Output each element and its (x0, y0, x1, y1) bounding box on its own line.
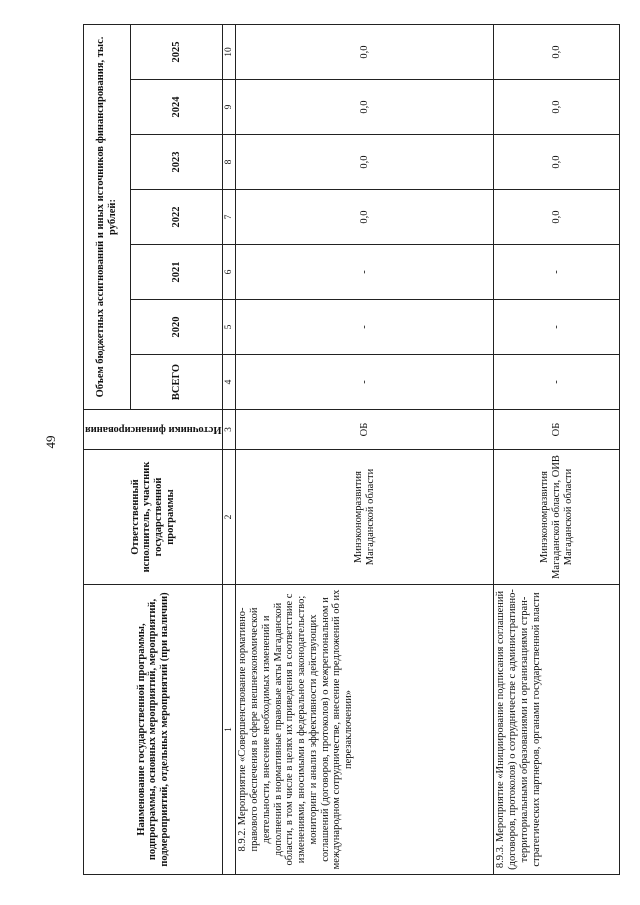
row-value-2021: - (494, 245, 620, 300)
column-number: 5 (223, 300, 236, 355)
row-source: ОБ (494, 410, 620, 450)
header-year-2023: 2023 (131, 135, 223, 190)
row-value-2020: - (494, 300, 620, 355)
rotated-sheet (83, 25, 575, 875)
header-name: Наименование государственной программы, подпрограммы, основных мероприятий, мероприятий, подмероприятий, отдельных мероприятий (при наличии) (84, 585, 223, 875)
column-number: 6 (223, 245, 236, 300)
header-year-2025: 2025 (131, 25, 223, 80)
row-executor: Минэкономразвития Магаданской области (236, 450, 494, 585)
header-source-text: Источники финансирования (85, 424, 222, 436)
row-value-2020: - (236, 300, 494, 355)
header-year-2024: 2024 (131, 80, 223, 135)
header-year-2022: 2022 (131, 190, 223, 245)
row-value-2025: 0,0 (494, 25, 620, 80)
row-value-2025: 0,0 (236, 25, 494, 80)
row-value-total: - (236, 355, 494, 410)
row-value-2021: - (236, 245, 494, 300)
column-number: 1 (223, 585, 236, 875)
column-number: 7 (223, 190, 236, 245)
column-number: 3 (223, 410, 236, 450)
column-number: 10 (223, 25, 236, 80)
row-value-2022: 0,0 (494, 190, 620, 245)
table-row (494, 25, 620, 875)
row-name: 8.9.2. Мероприятие «Совершенствование нормативно-правового обеспечения в сфере внешнеэкономической деятельности, внесение необходимых изменений и дополнений в нормативные правовые акты Магаданской области, в том числе в целях их приведения в соответствие с изменениями, вносимыми в федеральное законодательство; мониторинг и анализ эффективности действующих соглашений (договоров, протоколов) о межрегиональном и международном сотрудничестве, внесение предложений об их перезаключении» (236, 585, 494, 875)
row-value-2023: 0,0 (494, 135, 620, 190)
column-number: 2 (223, 450, 236, 585)
funding-table (83, 24, 620, 875)
row-executor: Минэкономразвития Магаданской области, ОИВ Магаданской области (494, 450, 620, 585)
column-number: 9 (223, 80, 236, 135)
row-source: ОБ (236, 410, 494, 450)
header-source (84, 410, 223, 450)
row-value-2024: 0,0 (494, 80, 620, 135)
column-numbers-row (223, 25, 236, 875)
row-name: 8.9.3. Мероприятие «Инициирование подписания соглашений (договоров, протоколов) о сотрудничестве с административно-территориальными образованиями и организациями стран-стратегических партнеров, органами государственной власти (494, 585, 620, 875)
header-year-2021: 2021 (131, 245, 223, 300)
table-row (236, 25, 494, 875)
page-number: 49 (43, 435, 58, 449)
row-value-2022: 0,0 (236, 190, 494, 245)
header-executor: Ответственный исполнитель, участник государственной программы (84, 450, 223, 585)
column-number: 4 (223, 355, 236, 410)
header-year-total: ВСЕГО (131, 355, 223, 410)
row-value-2024: 0,0 (236, 80, 494, 135)
row-value-2023: 0,0 (236, 135, 494, 190)
header-year-2020: 2020 (131, 300, 223, 355)
header-funding-group: Объем бюджетных ассигнований и иных источников финансирования, тыс. рублей: (84, 25, 131, 410)
column-number: 8 (223, 135, 236, 190)
row-value-total: - (494, 355, 620, 410)
